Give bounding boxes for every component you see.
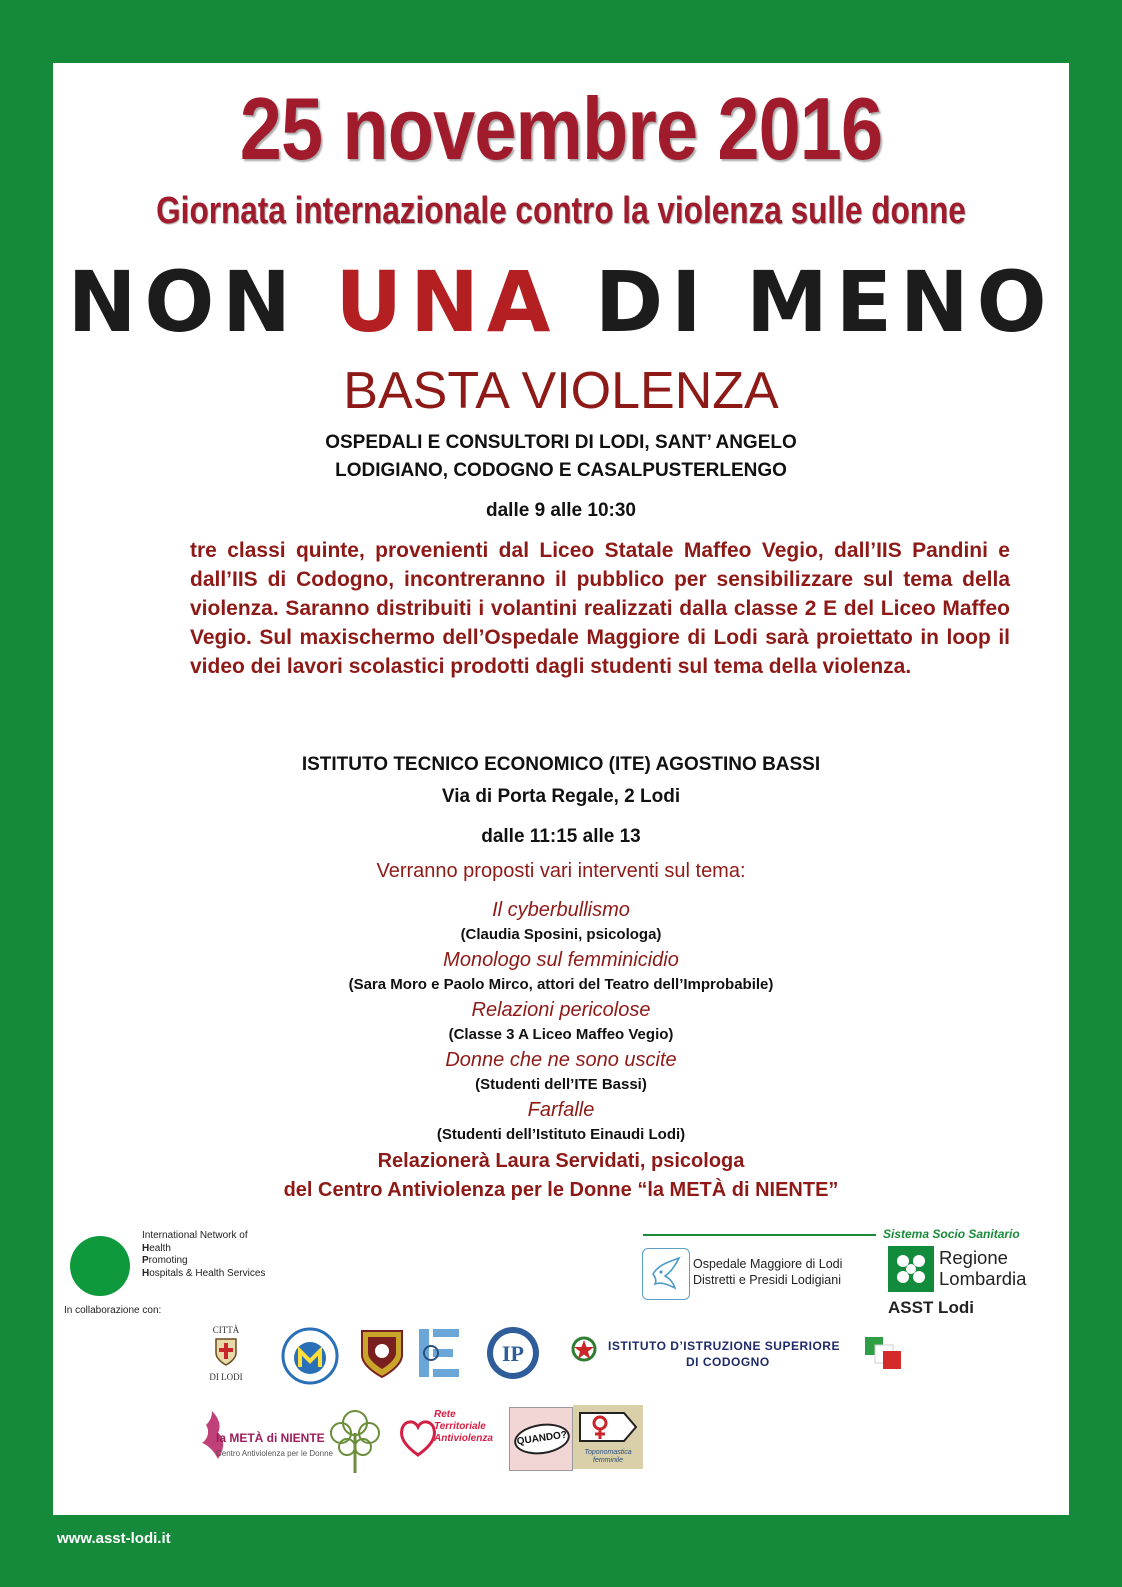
hph-network-text [142,1230,265,1280]
topic-presenter: (Claudia Sposini, psicologa) [460,926,662,943]
event1-location-line1: OSPEDALI E CONSULTORI DI LODI, SANT’ ANGELO [325,432,797,453]
hph-word: ealth [149,1242,171,1254]
hph-letter: H [142,1242,150,1254]
einaudi-logo [415,1325,463,1381]
topic-title: Il cyberbullismo [492,899,630,921]
rete-line: Territoriale [434,1421,486,1432]
heart-icon [398,1415,438,1461]
rl-line1: Regione [939,1247,1008,1268]
citta-label: CITTÀ [212,1325,240,1335]
hph-green-dot-logo [70,1236,130,1296]
slogan [63,253,1059,351]
rete-line: Rete [434,1409,456,1420]
iis-codogno-line2: DI CODOGNO [686,1355,770,1369]
meta-di-niente-logo [198,1407,333,1471]
regione-lombardia-name [939,1247,1026,1289]
hph-word: ospitals & Health Services [149,1267,266,1279]
topic-title: Donne che ne sono uscite [445,1049,677,1071]
toponomastica-femminile-logo [573,1405,643,1469]
closing-line2: del Centro Antiviolenza per le Donne “la METÀ di NIENTE” [283,1179,839,1201]
iis-codogno-line1: ISTITUTO D’ISTRUZIONE SUPERIORE [608,1339,840,1353]
italian-republic-emblem-icon [569,1334,599,1368]
hospital-name-line1: Ospedale Maggiore di Lodi [693,1257,843,1271]
liceo-maffeo-vegio-logo [281,1327,339,1385]
poster [53,63,1069,1515]
slogan-word-una: UNA [335,253,559,351]
lodi-crest-icon [213,1335,239,1367]
event2-location-line2: Via di Porta Regale, 2 Lodi [441,786,681,807]
sss-divider [643,1234,876,1236]
event1-time: dalle 9 alle 10:30 [486,500,636,521]
slogan-word-dimeno: DI MENO [594,253,1055,351]
citta-label: DI LODI [209,1372,243,1382]
slogan-word-non: NON [67,253,299,351]
iis-codogno-text [608,1338,840,1370]
dove-icon [649,1254,683,1292]
hospital-name [693,1256,842,1288]
iis-codogno-flag-icon [863,1335,903,1371]
rete-antiviolenza-logo [398,1409,508,1467]
hph-letter: P [142,1255,149,1266]
collaboration-label: In collaborazione con: [64,1305,162,1316]
quando-bubble: QUANDO? [512,1420,572,1458]
basta-violenza-heading: BASTA VIOLENZA [343,362,779,420]
topic-presenter: (Sara Moro e Paolo Mirco, attori del Teatro dell’Improbabile) [348,976,774,993]
event1-location-line2: LODIGIANO, CODOGNO E CASALPUSTERLENGO [335,460,787,481]
rl-line2: Lombardia [939,1268,1027,1289]
hph-letter: H [142,1267,150,1279]
topic-presenter: (Studenti dell’ITE Bassi) [475,1076,647,1093]
iis-pandini-shield-icon [358,1327,406,1379]
hph-line1: International Network of [142,1230,248,1241]
event2-intro: Verranno proposti vari interventi sul tema: [376,860,746,882]
road-sign-icon [578,1409,638,1445]
event2-time: dalle 11:15 alle 13 [481,826,641,847]
asst-lodi-label: ASST Lodi [888,1298,974,1317]
hph-word: romoting [148,1255,188,1266]
meta-sub-label: Centro Antiviolenza per le Donne [216,1449,333,1458]
citta-di-lodi-logo [206,1325,246,1389]
date-title: 25 novembre 2016 [239,79,883,178]
topic-title: Monologo sul femminicidio [443,949,679,971]
quando-logo [509,1407,573,1471]
closing-line1: Relazionerà Laura Servidati, psicologa [377,1150,745,1172]
sss-label: Sistema Socio Sanitario [883,1227,1020,1241]
rete-line: Antiviolenza [434,1433,493,1444]
tree-logo-icon [325,1403,385,1475]
day-subtitle: Giornata internazionale contro la violenza sulle donne [156,190,966,232]
regione-lombardia-rose-icon [888,1246,934,1292]
svg-text:IP: IP [502,1341,524,1366]
topic-title: Relazioni pericolose [471,999,651,1021]
event2-location-line1: ISTITUTO TECNICO ECONOMICO (ITE) AGOSTINO BASSI [301,754,821,775]
topic-presenter: (Classe 3 A Liceo Maffeo Vegio) [448,1026,674,1043]
topic-title: Farfalle [527,1099,595,1121]
meta-label: la METÀ di NIENTE [216,1431,325,1445]
topic-presenter: (Studenti dell’Istituto Einaudi Lodi) [436,1126,686,1143]
toponomastica-label: Toponomastica femminile [584,1449,632,1464]
event1-description: tre classi quinte, provenienti dal Liceo Statale Maffeo Vegio, dall’IIS Pandini e dall’IIS di Codogno, incontreranno il pubblico per sensibilizzare sul tema della violenza. Saranno distribuiti i volantini realizzati dalla classe 2 E del Liceo Maffeo Vegio. Sul maxischermo dell’Ospedale Maggiore di Lodi sarà proiettato in loop il video dei lavori scolastici prodotti dagli studenti sul tema della violenza. [190,539,1010,678]
website-link[interactable]: www.asst-lodi.it [57,1530,171,1547]
ite-bassi-logo [485,1325,541,1381]
hospital-name-line2: Distretti e Presidi Lodigiani [693,1273,841,1287]
